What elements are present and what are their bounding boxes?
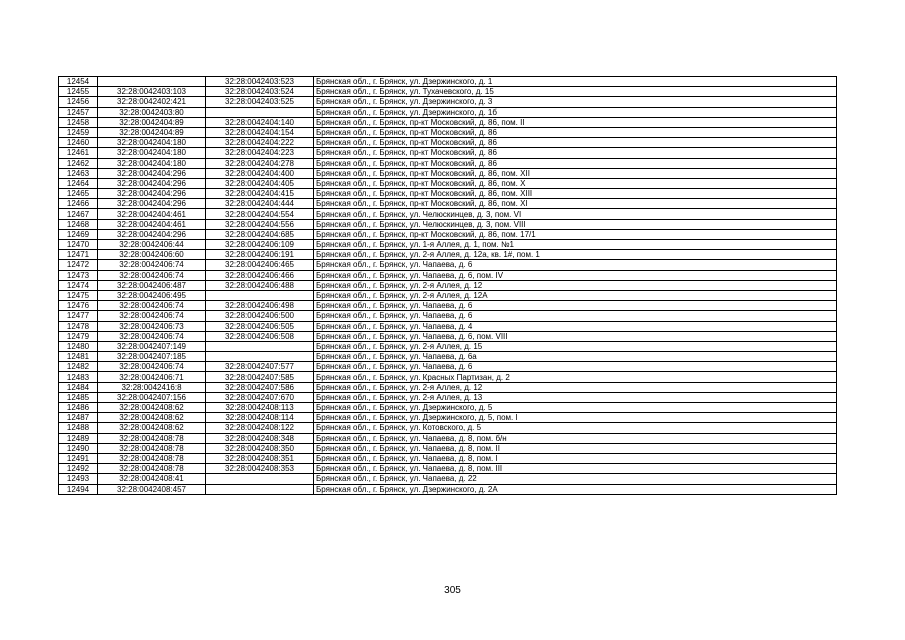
- building-number-cell: 32:28:0042404:554: [206, 209, 314, 219]
- address-cell: Брянская обл., г. Брянск, ул. Тухачевского, д. 15: [314, 87, 837, 97]
- address-cell: Брянская обл., г. Брянск, ул. Чапаева, д. 6, пом. IV: [314, 270, 837, 280]
- parcel-number-cell: 32:28:0042404:180: [98, 158, 206, 168]
- row-number-cell: 12489: [59, 433, 98, 443]
- address-cell: Брянская обл., г. Брянск, ул. 2-я Аллея, д. 12: [314, 280, 837, 290]
- table-row: [59, 97, 837, 107]
- parcel-number-cell: 32:28:0042404:180: [98, 148, 206, 158]
- building-number-cell: 32:28:0042404:685: [206, 229, 314, 239]
- table-row: [59, 464, 837, 474]
- building-number-cell: 32:28:0042403:524: [206, 87, 314, 97]
- parcel-number-cell: 32:28:0042408:78: [98, 443, 206, 453]
- building-number-cell: 32:28:0042407:585: [206, 372, 314, 382]
- address-cell: Брянская обл., г. Брянск, пр-кт Московский, д. 86, пом. II: [314, 117, 837, 127]
- table-row: [59, 229, 837, 239]
- row-number-cell: 12469: [59, 229, 98, 239]
- table-body: [59, 77, 837, 495]
- address-cell: Брянская обл., г. Брянск, ул. Чапаева, д. 22: [314, 474, 837, 484]
- address-cell: Брянская обл., г. Брянск, ул. 2-я Аллея, д. 12а, кв. 1#, пом. 1: [314, 250, 837, 260]
- parcel-number-cell: 32:28:0042402:421: [98, 97, 206, 107]
- building-number-cell: 32:28:0042404:556: [206, 219, 314, 229]
- row-number-cell: 12459: [59, 127, 98, 137]
- parcel-number-cell: 32:28:0042408:41: [98, 474, 206, 484]
- building-number-cell: 32:28:0042404:154: [206, 127, 314, 137]
- table-row: [59, 138, 837, 148]
- building-number-cell: 32:28:0042404:444: [206, 199, 314, 209]
- address-cell: Брянская обл., г. Брянск, пр-кт Московский, д. 86, пом. 17/1: [314, 229, 837, 239]
- parcel-number-cell: 32:28:0042404:296: [98, 178, 206, 188]
- table-row: [59, 433, 837, 443]
- address-cell: Брянская обл., г. Брянск, ул. Чапаева, д. 4: [314, 321, 837, 331]
- row-number-cell: 12480: [59, 341, 98, 351]
- building-number-cell: 32:28:0042408:113: [206, 403, 314, 413]
- table-row: [59, 484, 837, 494]
- parcel-number-cell: 32:28:0042404:461: [98, 209, 206, 219]
- building-number-cell: 32:28:0042407:586: [206, 382, 314, 392]
- row-number-cell: 12461: [59, 148, 98, 158]
- table-row: [59, 403, 837, 413]
- building-number-cell: 32:28:0042407:577: [206, 362, 314, 372]
- parcel-number-cell: 32:28:0042404:296: [98, 168, 206, 178]
- parcel-number-cell: 32:28:0042406:74: [98, 362, 206, 372]
- address-cell: Брянская обл., г. Брянск, пр-кт Московский, д. 86, пом. XIII: [314, 189, 837, 199]
- row-number-cell: 12467: [59, 209, 98, 219]
- row-number-cell: 12491: [59, 453, 98, 463]
- parcel-number-cell: 32:28:0042404:296: [98, 229, 206, 239]
- address-cell: Брянская обл., г. Брянск, ул. Дзержинского, д. 1: [314, 77, 837, 87]
- table-row: [59, 280, 837, 290]
- parcel-number-cell: 32:28:0042408:62: [98, 403, 206, 413]
- building-number-cell: 32:28:0042408:351: [206, 453, 314, 463]
- address-cell: Брянская обл., г. Брянск, ул. 1-я Аллея, д. 1, пом. №1: [314, 240, 837, 250]
- row-number-cell: 12464: [59, 178, 98, 188]
- parcel-number-cell: 32:28:0042416:8: [98, 382, 206, 392]
- address-cell: Брянская обл., г. Брянск, ул. Красных Партизан, д. 2: [314, 372, 837, 382]
- table-row: [59, 474, 837, 484]
- address-cell: Брянская обл., г. Брянск, ул. 2-я Аллея, д. 13: [314, 392, 837, 402]
- building-number-cell: 32:28:0042404:222: [206, 138, 314, 148]
- parcel-number-cell: 32:28:0042406:74: [98, 260, 206, 270]
- address-cell: Брянская обл., г. Брянск, ул. Чапаева, д. 6: [314, 260, 837, 270]
- table-row: [59, 443, 837, 453]
- table-row: [59, 240, 837, 250]
- property-table: [58, 76, 837, 495]
- building-number-cell: 32:28:0042404:278: [206, 158, 314, 168]
- building-number-cell: 32:28:0042406:500: [206, 311, 314, 321]
- row-number-cell: 12465: [59, 189, 98, 199]
- row-number-cell: 12458: [59, 117, 98, 127]
- building-number-cell: [206, 484, 314, 494]
- row-number-cell: 12460: [59, 138, 98, 148]
- address-cell: Брянская обл., г. Брянск, ул. Дзержинского, д. 5: [314, 403, 837, 413]
- address-cell: Брянская обл., г. Брянск, ул. Дзержинского, д. 2А: [314, 484, 837, 494]
- building-number-cell: 32:28:0042403:525: [206, 97, 314, 107]
- table-row: [59, 117, 837, 127]
- address-cell: Брянская обл., г. Брянск, ул. Чапаева, д. 8, пом. б/н: [314, 433, 837, 443]
- table-row: [59, 219, 837, 229]
- row-number-cell: 12457: [59, 107, 98, 117]
- page-number: 305: [444, 585, 461, 596]
- row-number-cell: 12494: [59, 484, 98, 494]
- table-row: [59, 260, 837, 270]
- building-number-cell: 32:28:0042404:415: [206, 189, 314, 199]
- parcel-number-cell: 32:28:0042408:62: [98, 413, 206, 423]
- table-row: [59, 423, 837, 433]
- table-row: [59, 127, 837, 137]
- parcel-number-cell: 32:28:0042408:62: [98, 423, 206, 433]
- address-cell: Брянская обл., г. Брянск, ул. Чапаева, д. 8, пом. I: [314, 453, 837, 463]
- parcel-number-cell: 32:28:0042404:180: [98, 138, 206, 148]
- row-number-cell: 12475: [59, 290, 98, 300]
- building-number-cell: 32:28:0042408:353: [206, 464, 314, 474]
- table-row: [59, 372, 837, 382]
- building-number-cell: 32:28:0042404:140: [206, 117, 314, 127]
- parcel-number-cell: 32:28:0042406:74: [98, 270, 206, 280]
- table-row: [59, 311, 837, 321]
- row-number-cell: 12493: [59, 474, 98, 484]
- row-number-cell: 12485: [59, 392, 98, 402]
- table-row: [59, 290, 837, 300]
- row-number-cell: 12482: [59, 362, 98, 372]
- row-number-cell: 12473: [59, 270, 98, 280]
- row-number-cell: 12471: [59, 250, 98, 260]
- parcel-number-cell: 32:28:0042407:156: [98, 392, 206, 402]
- table-row: [59, 270, 837, 280]
- parcel-number-cell: 32:28:0042404:89: [98, 117, 206, 127]
- row-number-cell: 12463: [59, 168, 98, 178]
- table-row: [59, 392, 837, 402]
- table-row: [59, 321, 837, 331]
- row-number-cell: 12470: [59, 240, 98, 250]
- building-number-cell: [206, 107, 314, 117]
- address-cell: Брянская обл., г. Брянск, пр-кт Московский, д. 86: [314, 127, 837, 137]
- building-number-cell: 32:28:0042406:465: [206, 260, 314, 270]
- building-number-cell: 32:28:0042406:109: [206, 240, 314, 250]
- address-cell: Брянская обл., г. Брянск, ул. Дзержинского, д. 3: [314, 97, 837, 107]
- row-number-cell: 12477: [59, 311, 98, 321]
- table-row: [59, 87, 837, 97]
- parcel-number-cell: 32:28:0042408:78: [98, 464, 206, 474]
- address-cell: Брянская обл., г. Брянск, ул. Чапаева, д. 6, пом. VIII: [314, 331, 837, 341]
- address-cell: Брянская обл., г. Брянск, ул. Чапаева, д. 8, пом. III: [314, 464, 837, 474]
- parcel-number-cell: 32:28:0042408:457: [98, 484, 206, 494]
- row-number-cell: 12462: [59, 158, 98, 168]
- parcel-number-cell: 32:28:0042404:461: [98, 219, 206, 229]
- parcel-number-cell: 32:28:0042403:80: [98, 107, 206, 117]
- row-number-cell: 12468: [59, 219, 98, 229]
- row-number-cell: 12484: [59, 382, 98, 392]
- parcel-number-cell: 32:28:0042406:73: [98, 321, 206, 331]
- address-cell: Брянская обл., г. Брянск, ул. Чапаева, д. 6а: [314, 352, 837, 362]
- parcel-number-cell: [98, 77, 206, 87]
- table-row: [59, 382, 837, 392]
- table-row: [59, 77, 837, 87]
- address-cell: Брянская обл., г. Брянск, пр-кт Московский, д. 86: [314, 158, 837, 168]
- building-number-cell: 32:28:0042406:191: [206, 250, 314, 260]
- parcel-number-cell: 32:28:0042406:495: [98, 290, 206, 300]
- row-number-cell: 12487: [59, 413, 98, 423]
- building-number-cell: 32:28:0042408:348: [206, 433, 314, 443]
- building-number-cell: 32:28:0042404:400: [206, 168, 314, 178]
- parcel-number-cell: 32:28:0042406:60: [98, 250, 206, 260]
- address-cell: Брянская обл., г. Брянск, пр-кт Московский, д. 86, пом. X: [314, 178, 837, 188]
- parcel-number-cell: 32:28:0042406:71: [98, 372, 206, 382]
- table-row: [59, 199, 837, 209]
- parcel-number-cell: 32:28:0042408:78: [98, 453, 206, 463]
- parcel-number-cell: 32:28:0042408:78: [98, 433, 206, 443]
- table-row: [59, 413, 837, 423]
- row-number-cell: 12488: [59, 423, 98, 433]
- address-cell: Брянская обл., г. Брянск, ул. Челюскинцев, д. 3, пом. VI: [314, 209, 837, 219]
- parcel-number-cell: 32:28:0042406:74: [98, 301, 206, 311]
- parcel-number-cell: 32:28:0042404:296: [98, 189, 206, 199]
- address-cell: Брянская обл., г. Брянск, ул. Чапаева, д. 8, пом. II: [314, 443, 837, 453]
- building-number-cell: 32:28:0042406:488: [206, 280, 314, 290]
- building-number-cell: [206, 352, 314, 362]
- building-number-cell: 32:28:0042408:350: [206, 443, 314, 453]
- row-number-cell: 12483: [59, 372, 98, 382]
- building-number-cell: 32:28:0042406:508: [206, 331, 314, 341]
- building-number-cell: [206, 474, 314, 484]
- address-cell: Брянская обл., г. Брянск, ул. Челюскинцев, д. 3, пом. VIII: [314, 219, 837, 229]
- table-row: [59, 352, 837, 362]
- table-row: [59, 148, 837, 158]
- parcel-number-cell: 32:28:0042403:103: [98, 87, 206, 97]
- address-cell: Брянская обл., г. Брянск, пр-кт Московский, д. 86, пом. XII: [314, 168, 837, 178]
- row-number-cell: 12486: [59, 403, 98, 413]
- row-number-cell: 12474: [59, 280, 98, 290]
- address-cell: Брянская обл., г. Брянск, ул. Дзержинского, д. 5, пом. I: [314, 413, 837, 423]
- row-number-cell: 12490: [59, 443, 98, 453]
- parcel-number-cell: 32:28:0042406:44: [98, 240, 206, 250]
- address-cell: Брянская обл., г. Брянск, ул. Дзержинского, д. 1б: [314, 107, 837, 117]
- address-cell: Брянская обл., г. Брянск, ул. Чапаева, д. 6: [314, 311, 837, 321]
- address-cell: Брянская обл., г. Брянск, пр-кт Московский, д. 86: [314, 138, 837, 148]
- row-number-cell: 12479: [59, 331, 98, 341]
- table-row: [59, 178, 837, 188]
- table-row: [59, 341, 837, 351]
- address-cell: Брянская обл., г. Брянск, ул. Чапаева, д. 6: [314, 362, 837, 372]
- table-row: [59, 107, 837, 117]
- building-number-cell: 32:28:0042408:122: [206, 423, 314, 433]
- table-row: [59, 189, 837, 199]
- address-cell: Брянская обл., г. Брянск, пр-кт Московский, д. 86, пом. XI: [314, 199, 837, 209]
- parcel-number-cell: 32:28:0042406:487: [98, 280, 206, 290]
- building-number-cell: 32:28:0042406:466: [206, 270, 314, 280]
- parcel-number-cell: 32:28:0042406:74: [98, 331, 206, 341]
- row-number-cell: 12478: [59, 321, 98, 331]
- table-row: [59, 362, 837, 372]
- row-number-cell: 12466: [59, 199, 98, 209]
- building-number-cell: [206, 290, 314, 300]
- table-row: [59, 158, 837, 168]
- row-number-cell: 12455: [59, 87, 98, 97]
- table-row: [59, 168, 837, 178]
- parcel-number-cell: 32:28:0042406:74: [98, 311, 206, 321]
- row-number-cell: 12472: [59, 260, 98, 270]
- building-number-cell: 32:28:0042404:223: [206, 148, 314, 158]
- address-cell: Брянская обл., г. Брянск, ул. Котовского, д. 5: [314, 423, 837, 433]
- parcel-number-cell: 32:28:0042407:149: [98, 341, 206, 351]
- address-cell: Брянская обл., г. Брянск, пр-кт Московский, д. 86: [314, 148, 837, 158]
- table-row: [59, 209, 837, 219]
- row-number-cell: 12476: [59, 301, 98, 311]
- building-number-cell: 32:28:0042407:670: [206, 392, 314, 402]
- row-number-cell: 12492: [59, 464, 98, 474]
- row-number-cell: 12454: [59, 77, 98, 87]
- table-row: [59, 250, 837, 260]
- building-number-cell: 32:28:0042406:505: [206, 321, 314, 331]
- table-row: [59, 301, 837, 311]
- address-cell: Брянская обл., г. Брянск, ул. 2-я Аллея, д. 12: [314, 382, 837, 392]
- parcel-number-cell: 32:28:0042407:185: [98, 352, 206, 362]
- building-number-cell: 32:28:0042403:523: [206, 77, 314, 87]
- building-number-cell: 32:28:0042406:498: [206, 301, 314, 311]
- parcel-number-cell: 32:28:0042404:89: [98, 127, 206, 137]
- table-row: [59, 453, 837, 463]
- address-cell: Брянская обл., г. Брянск, ул. 2-я Аллея, д. 15: [314, 341, 837, 351]
- table-row: [59, 331, 837, 341]
- address-cell: Брянская обл., г. Брянск, ул. 2-я Аллея, д. 12А: [314, 290, 837, 300]
- building-number-cell: [206, 341, 314, 351]
- building-number-cell: 32:28:0042404:405: [206, 178, 314, 188]
- building-number-cell: 32:28:0042408:114: [206, 413, 314, 423]
- row-number-cell: 12481: [59, 352, 98, 362]
- row-number-cell: 12456: [59, 97, 98, 107]
- address-cell: Брянская обл., г. Брянск, ул. Чапаева, д. 6: [314, 301, 837, 311]
- parcel-number-cell: 32:28:0042404:296: [98, 199, 206, 209]
